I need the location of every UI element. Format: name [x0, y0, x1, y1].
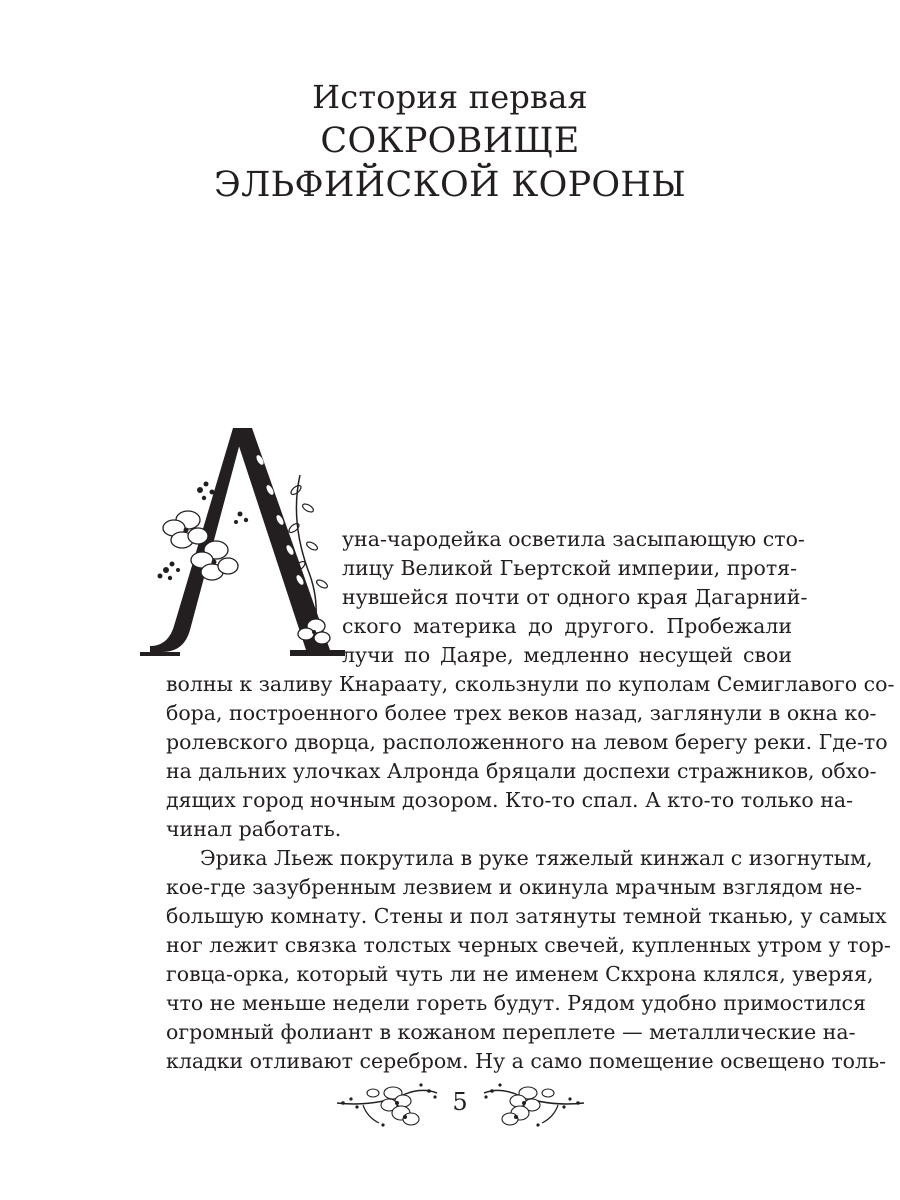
text-line: кое-где зазубренным лезвием и окинула мрачным взглядом не- [166, 875, 863, 899]
text-line: большую комнату. Стены и пол затянуты темной тканью, у самых [166, 904, 887, 928]
text-line: что не меньше недели гореть будут. Рядом удобно примостился [166, 991, 866, 1015]
text-line: уна-чародейка осветила засыпающую сто- [342, 527, 805, 551]
text-line: говца-орка, который чуть ли не именем Скхрона клялся, уверяя, [166, 962, 874, 986]
text-line: на дальних улочках Алронда бряцали доспехи стражников, обхо- [166, 759, 877, 783]
text-line: лучи по Даяре, медленно несущей свои [342, 643, 792, 667]
chapter-title [0, 75, 900, 207]
text-line: кладки отливают серебром. Ну а само помещение освещено толь- [166, 1049, 887, 1073]
text-line: ского материка до другого. Пробежали [342, 614, 792, 638]
chapter-title-line-2: ЭЛЬФИЙСКОЙ КОРОНЫ [214, 165, 686, 205]
text-line: Эрика Льеж покрутила в руке тяжелый кинжал с изогнутым, [200, 846, 873, 870]
text-line: нувшейся почти от одного края Дагарний- [342, 585, 808, 609]
text-line: ролевского дворца, расположенного на левом берегу реки. Где-то [166, 730, 888, 754]
chapter-subtitle: История первая [312, 78, 588, 116]
magnolia-branch-icon [478, 1073, 588, 1131]
text-line: дящих город ночным дозором. Кто-то спал. А кто-то только на- [166, 788, 854, 812]
text-line: волны к заливу Кнараату, скользнули по куполам Семиглавого со- [166, 672, 895, 696]
text-line: бора, построенного более трех веков назад, заглянули в окна ко- [166, 701, 877, 725]
text-line: лицу Великой Гьертской империи, протя- [342, 556, 798, 580]
text-line: чинал работать. [166, 817, 342, 841]
floral-letter-L-icon [140, 420, 355, 665]
page-number: 5 [452, 1088, 468, 1116]
text-line: огромный фолиант в кожаном переплете — металлические на- [166, 1020, 856, 1044]
chapter-title-line-1: СОКРОВИЩЕ [320, 121, 580, 161]
text-line: ног лежит связка толстых черных свечей, купленных утром у тор- [166, 933, 891, 957]
page-footer [0, 1073, 900, 1133]
magnolia-branch-icon [333, 1073, 443, 1131]
